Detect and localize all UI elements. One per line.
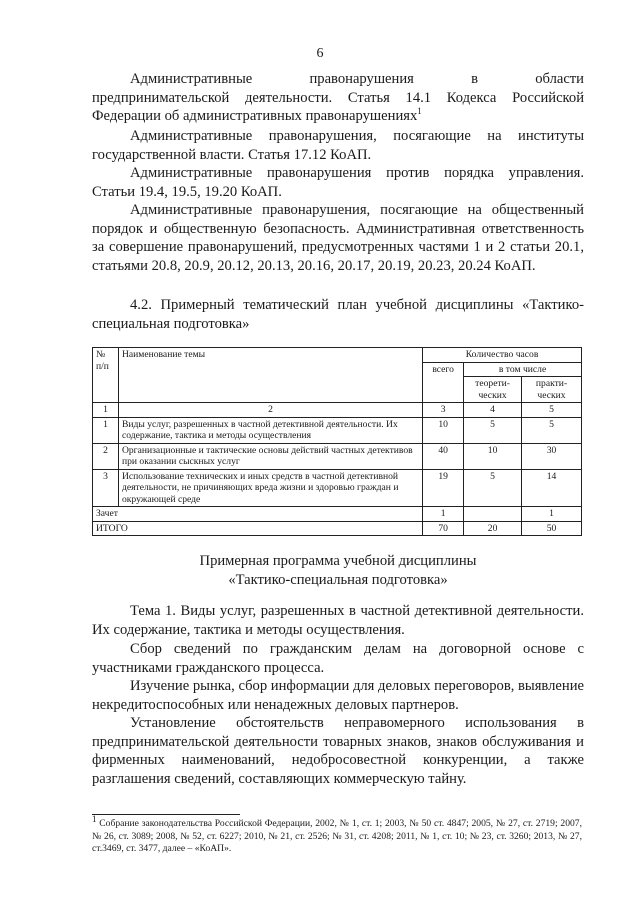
table-cell: 5 [464, 417, 522, 443]
table-cell: Организационные и тактические основы действий частных детективов при оказании сыскных услуг [118, 443, 422, 469]
table-cell: 20 [464, 521, 522, 536]
table-cell: 40 [423, 443, 464, 469]
page-number: 6 [316, 46, 324, 61]
footnote-divider [92, 814, 240, 815]
header-theory: теорети-ческих [464, 377, 522, 403]
topic-paragraph: Изучение рынка, сбор информации для деловых переговоров, выявление некредитоспособных или ненадежных деловых партнеров. [92, 678, 584, 713]
program-title-line: Примерная программа учебной дисциплины [199, 553, 477, 569]
table-cell: ИТОГО [93, 521, 423, 536]
topic-paragraph: Сбор сведений по гражданским делам на договорной основе с участниками гражданского процесса. [92, 641, 584, 676]
table-row [93, 443, 582, 469]
footnote [92, 813, 582, 856]
section-heading: 4.2. Примерный тематический план учебной дисциплины «Тактико-специальная подготовка» [92, 297, 584, 332]
table-row [93, 469, 582, 507]
table-cell: 70 [423, 521, 464, 536]
table-cell: 30 [522, 443, 582, 469]
paragraph-admin-order: Административные правонарушения против порядка управления. Статьи 19.4, 19.5, 19.20 КоАП. [92, 165, 584, 200]
paragraph-line: Административные правонарушения в области [130, 71, 584, 87]
table-cell: 2 [93, 443, 119, 469]
paragraph-public-order: Административные правонарушения, посягающие на общественный порядок и общественную безопасность. Административная ответственность за совершение правонарушений, предусмотренных частями 1 и 2 статьи 20.1, статьями 20.8, 20.9, 20.12, 20.13, 20.16, 20.17, 20.19, 20.23, 20.24 КоАП. [92, 202, 584, 274]
topic-heading: Тема 1. Виды услуг, разрешенных в частной детективной деятельности. Их содержание, тактика и методы осуществления. [92, 603, 584, 638]
paragraph-admin-business [92, 70, 584, 126]
footnote-text: Собрание законодательства Российской Федерации, 2002, № 1, ст. 1; 2003, № 50 ст. 4847; 2005, № 27, ст. 2719; 2007, № 26, ст. 3089; 2008, № 52, ст. 6227; 2010, № 21, ст. 2526; № 31, ст. 4208; 2011, № 1, ст. 10; № 23, ст. 3260; 2013, № 27, ст.3469, ст. 3477, далее – «КоАП». [92, 818, 582, 855]
footnote-mark: 1 [92, 813, 97, 824]
table-cell: 10 [464, 443, 522, 469]
table-cell: Зачет [93, 507, 423, 522]
table-cell: 1 [522, 507, 582, 522]
table-row [93, 417, 582, 443]
header-topic-name: Наименование темы [118, 348, 422, 403]
table-cell: 5 [522, 417, 582, 443]
paragraph-state-power: Административные правонарушения, посягающие на институты государственной власти. Статья 17.12 КоАП. [92, 128, 584, 163]
thematic-plan-table [92, 347, 582, 536]
paragraph-text-rest: предпринимательской деятельности. Статья 14.1 Кодекса Российской Федерации об административных правонарушениях [92, 89, 584, 125]
header-practice: практи-ческих [522, 377, 582, 403]
table-cell: 4 [464, 403, 522, 418]
table-cell: 1 [423, 507, 464, 522]
table-row-credit [93, 507, 582, 522]
table-cell: Виды услуг, разрешенных в частной детективной деятельности. Их содержание, тактика и методы осуществления [118, 417, 422, 443]
table-cell: 3 [423, 403, 464, 418]
table-cell: 19 [423, 469, 464, 507]
table-row-total [93, 521, 582, 536]
header-including: в том числе [464, 362, 582, 377]
table-cell: 50 [522, 521, 582, 536]
table-cell: 14 [522, 469, 582, 507]
program-title-line: «Тактико-специальная подготовка» [228, 571, 448, 588]
table-cell: 10 [423, 417, 464, 443]
topic-paragraph: Установление обстоятельств неправомерного использования в предпринимательской деятельности товарных знаков, знаков обслуживания и фирменных наименований, недобросовестной конкуренции, а также разглашения сведений, составляющих коммерческую тайну. [92, 715, 584, 787]
table-cell: 1 [93, 417, 119, 443]
header-total: всего [423, 362, 464, 403]
program-title [92, 552, 584, 589]
table-cell: 3 [93, 469, 119, 507]
table-cell: 5 [464, 469, 522, 507]
table-cell: 1 [93, 403, 119, 418]
table-cell: 2 [118, 403, 422, 418]
header-number: № п/п [93, 348, 119, 403]
paragraph-text [92, 89, 584, 126]
table-index-row [93, 403, 582, 418]
table-cell: Использование технических и иных средств в частной детективной деятельности, не причиняющих вреда жизни и здоровью граждан и окружающей среде [118, 469, 422, 507]
footnote-reference: 1 [417, 106, 422, 117]
header-hours: Количество часов [423, 348, 582, 363]
table-cell [464, 507, 522, 522]
table-cell: 5 [522, 403, 582, 418]
